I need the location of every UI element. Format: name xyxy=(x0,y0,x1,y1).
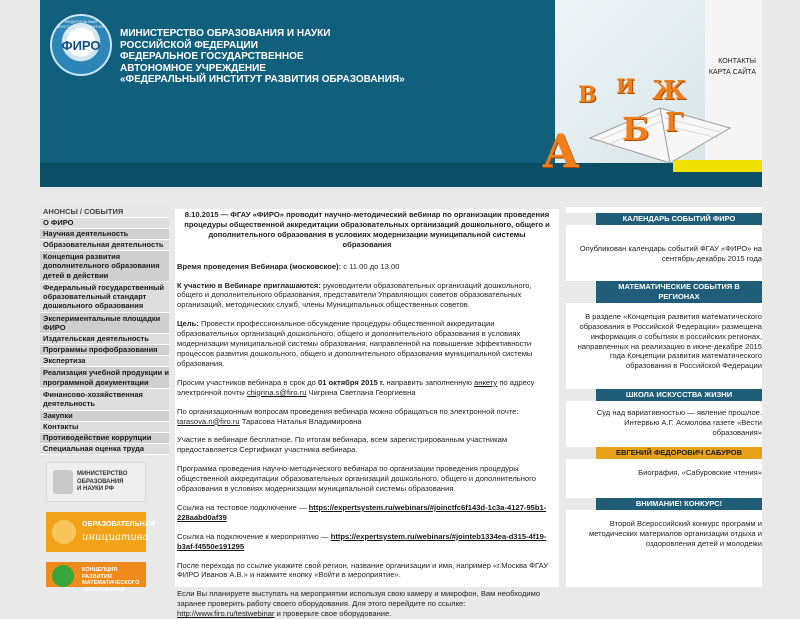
organization-name xyxy=(120,28,450,86)
contacts-link[interactable]: КОНТАКТЫ xyxy=(718,58,756,65)
chigrina-email-link[interactable]: chigrina.s@firo.ru xyxy=(246,387,307,397)
article-content xyxy=(175,209,559,619)
book-letter: И xyxy=(616,74,635,98)
ministry-banner[interactable] xyxy=(46,462,146,502)
art-of-life-block xyxy=(566,389,762,438)
nav-item-procurement[interactable]: Закупки xyxy=(40,411,169,422)
logo-ring-text: ФЕДЕРАЛЬНЫЙ ИНСТИТУТ РАЗВИТИЯ ОБРАЗОВАНИЯ xyxy=(57,19,105,34)
nav-item-finance[interactable]: Финансово-хозяйственная деятельность xyxy=(40,389,169,411)
org-line: «ФЕДЕРАЛЬНЫЙ ИНСТИТУТ РАЗВИТИЯ ОБРАЗОВАНИЯ» xyxy=(120,74,405,85)
book-letter: А xyxy=(542,124,580,178)
header-links xyxy=(648,56,756,78)
webinar-time xyxy=(177,262,557,272)
logo-text: ФИРО xyxy=(61,38,101,53)
banner-line: ОБРАЗОВАТЕЛЬНАЯ xyxy=(82,521,155,528)
article-title: 8.10.2015 — ФГАУ «ФИРО» проводит научно-методический вебинар по организации проведения процедуры общественной аккредитации образовательных организаций дошкольного, общего и дополнительного образования в условиях модернизации муниципальной системы образования xyxy=(184,210,550,249)
left-navigation xyxy=(40,207,169,455)
block-text[interactable]: Опубликован календарь событий ФГАУ «ФИРО» на сентябрь-декабрь 2015 года xyxy=(579,244,762,263)
book-letter: Б xyxy=(622,110,650,148)
time-value: с 11.00 до 13.00 xyxy=(341,261,400,271)
block-text[interactable]: Второй Всероссийский конкурс программ и методических материалов организации отдыха и оздоровления детей и молодежи xyxy=(588,518,762,548)
nav-item-programs[interactable]: Программы профобразования xyxy=(40,345,169,356)
nav-item-concept[interactable]: Концепция развития дополнительного образования детей в действии xyxy=(40,251,169,282)
nav-item-education[interactable]: Образовательная деятельность xyxy=(40,240,169,251)
firo-logo[interactable] xyxy=(50,14,112,76)
block-text[interactable]: Суд над вариативностью — явление прошлое. Интервью А.Г. Асмолова газете «Вести образования» xyxy=(596,408,762,438)
event-label: Ссылка на подключение к мероприятию — xyxy=(177,531,331,541)
org-paragraph xyxy=(177,407,557,427)
request-text: Чигрина Светлана Георгиевна xyxy=(306,387,416,397)
speak-end: и проверьте свое оборудование. xyxy=(274,609,392,619)
request-text: Просим участников вебинара в срок до xyxy=(177,377,318,387)
request-text: направить заполненную xyxy=(384,377,475,387)
nav-item-sales[interactable]: Реализация учебной продукции и программной документации xyxy=(40,367,169,389)
test-label: Ссылка на тестовое подключение — xyxy=(177,502,309,512)
invite-text: руководители образовательных организаций дошкольного, общего и дополнительного образования, представители Управляющих советов образовательных организаций, методических служб, члены Муниципальных общественных советов. xyxy=(177,280,532,310)
speak-paragraph xyxy=(177,589,557,619)
org-line: АВТОНОМНОЕ УЧРЕЖДЕНИЕ xyxy=(120,62,266,74)
request-text: по адресу электронной почты xyxy=(177,377,535,397)
nav-item-anticorruption[interactable]: Противодействие коррупции xyxy=(40,433,169,444)
nav-item-science[interactable]: Научная деятельность xyxy=(40,229,169,240)
block-title[interactable]: КАЛЕНДАРЬ СОБЫТИЙ ФИРО xyxy=(566,213,762,225)
block-title[interactable]: МАТЕМАТИЧЕСКИЕ СОБЫТИЯ В РЕГИОНАХ xyxy=(566,281,762,303)
contest-block xyxy=(566,498,762,549)
org-line: РОССИЙСКОЙ ФЕДЕРАЦИИ xyxy=(120,39,258,51)
banner-line: ОБРАЗОВАНИЯ xyxy=(77,478,124,485)
speak-text: Если Вы планируете выступать на мероприятии используя свою камеру и микрофон, Вам необходимо заранее проверить работу своего оборудования. Для этого перейдите по ссылке: xyxy=(177,589,541,609)
request-paragraph xyxy=(177,378,557,398)
nav-item-about[interactable]: О ФИРО xyxy=(40,218,169,229)
goal-label: Цель: xyxy=(177,319,199,329)
event-connection-link[interactable]: https://expertsystem.ru/webinars/#jointeb1334ea-d315-4f19-b3af-f4550e191295 xyxy=(177,531,547,551)
book-letter: Г xyxy=(665,108,683,138)
math-logo-icon xyxy=(52,565,74,587)
org-text: По организационным вопросам проведения вебинара можно обращаться по электронной почте: xyxy=(177,406,519,416)
org-name: Тарасова Наталья Владимировна xyxy=(239,416,362,426)
site-header xyxy=(40,0,762,187)
test-webinar-link[interactable]: http://www.firo.ru/testwebinar xyxy=(177,609,275,619)
block-title[interactable]: ШКОЛА ИСКУССТВА ЖИЗНИ xyxy=(566,389,762,401)
banner-line: МИНИСТЕРСТВО xyxy=(77,471,128,477)
banner-line: И НАУКИ РФ xyxy=(77,486,114,492)
nav-item-fgos[interactable]: Федеральный государственный образовательный стандарт дошкольного образования xyxy=(40,282,169,313)
nav-item-publishing[interactable]: Издательская деятельность xyxy=(40,334,169,345)
math-events-block xyxy=(566,281,762,371)
book-letter: В xyxy=(578,82,597,108)
block-title[interactable]: ЕВГЕНИЙ ФЕДОРОВИЧ САБУРОВ xyxy=(566,447,762,459)
initiative-logo-icon xyxy=(52,520,76,544)
block-title[interactable]: ВНИМАНИЕ! КОНКУРС! xyxy=(566,498,762,510)
after-paragraph: После перехода по ссылке укажите свой регион, название организации и имя, например «г.Москва ФГАУ ФИРО Иванов А.В.» и нажмите кнопку «Войти в мероприятие». xyxy=(177,560,549,580)
sitemap-link[interactable]: КАРТА САЙТА xyxy=(708,69,756,76)
nav-item-announcements[interactable]: АНОНСЫ / СОБЫТИЯ xyxy=(40,207,169,218)
right-sidebar xyxy=(566,207,762,587)
nav-item-experimental[interactable]: Экспериментальные площадки ФИРО xyxy=(40,313,169,335)
nav-item-labor-assessment[interactable]: Специальная оценка труда xyxy=(40,444,169,455)
org-line: ФЕДЕРАЛЬНОЕ ГОСУДАРСТВЕННОЕ xyxy=(120,51,304,62)
block-text[interactable]: Биография, «Сабуровские чтения» xyxy=(638,467,762,477)
alphabet-book-illustration xyxy=(542,74,760,178)
questionnaire-link[interactable]: анкету xyxy=(474,377,498,387)
math-concept-banner[interactable] xyxy=(46,562,146,593)
nav-item-expertise[interactable]: Экспертиза xyxy=(40,356,169,367)
test-connection-link[interactable]: https://expertsystem.ru/webinars/#joinctfc6f143d-1c3a-4127-95b1-228aabd0af39 xyxy=(177,502,547,522)
banner-line: МАТЕМАТИЧЕСКОГО xyxy=(82,580,140,586)
request-date: 01 октября 2015 г. xyxy=(317,377,385,387)
goal-paragraph xyxy=(177,319,557,369)
banner-line: ОБРАЗОВАНИЯ xyxy=(82,586,125,593)
free-paragraph: Участие в вебинаре бесплатное. По итогам вебинара, всем зарегистрированным участникам предоставляется Сертификат участника вебинара. xyxy=(177,435,508,455)
initiative-banner[interactable] xyxy=(46,512,155,552)
book-letter: Ж xyxy=(652,76,687,106)
block-text[interactable]: В разделе «Концепция развития математического образования в Российской Федерации» размещена информация о событиях в российских регионах, направленных на реализацию в июне-декабре 2015 года Концепции развития математического образования в Российской Федерации xyxy=(577,311,762,371)
nav-item-contacts[interactable]: Контакты xyxy=(40,422,169,433)
org-line: МИНИСТЕРСТВО ОБРАЗОВАНИЯ И НАУКИ xyxy=(120,28,331,39)
banner-line: инициатива xyxy=(82,532,149,543)
crest-icon xyxy=(53,470,73,494)
event-link-paragraph xyxy=(177,532,557,552)
time-label: Время проведения Вебинара (московское): xyxy=(177,261,342,271)
saburov-block xyxy=(566,447,762,478)
program-paragraph: Программа проведения научно-методического вебинара по организации проведения процедуры общественной аккредитации образовательных организаций дошкольного, общего и дополнительного образования в условиях модернизации муниципальной системы образования. xyxy=(177,464,536,494)
calendar-block xyxy=(566,213,762,264)
tarasova-email-link[interactable]: tarasova.n@firo.ru xyxy=(177,416,240,426)
banner-line: КОНЦЕПЦИЯ РАЗВИТИЯ xyxy=(82,567,118,580)
goal-text: Провести профессиональное обсуждение процедуры общественной аккредитации образовательных организаций дошкольного, общего и дополнительного образования в условиях модернизации муниципальной системы образования, направленной на повышение эффективности процессов развития дошкольного, общего и дополнительного образования муниципальной системы образования. xyxy=(177,319,533,368)
test-link-paragraph xyxy=(177,503,557,523)
invite-paragraph xyxy=(177,281,557,311)
invite-label: К участию в Вебинаре приглашаются: xyxy=(177,280,321,290)
